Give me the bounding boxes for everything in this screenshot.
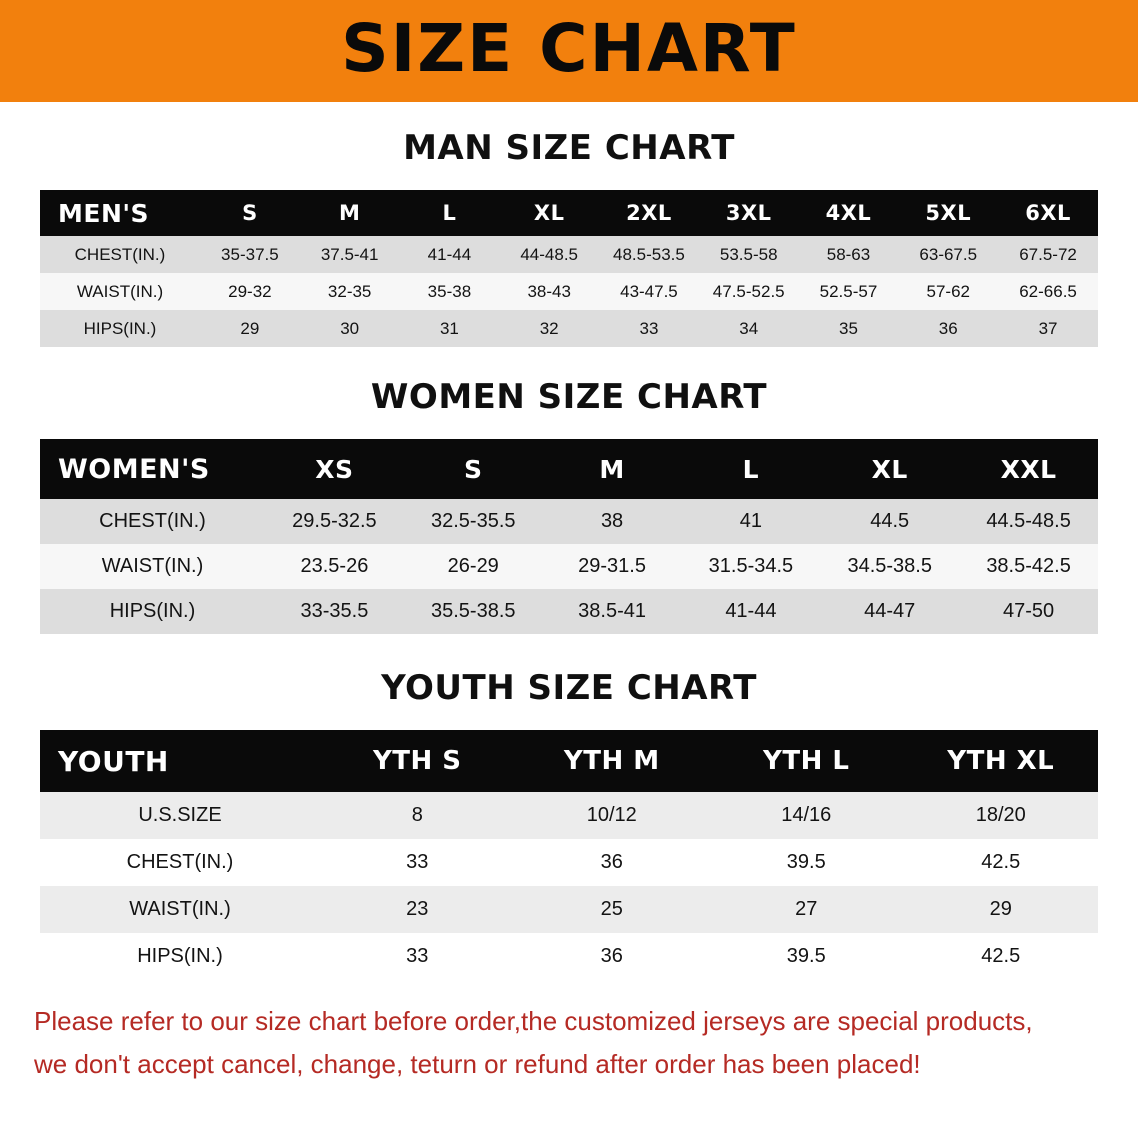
women-table-wrapper [40,439,1098,634]
women-cell-1-3: 31.5-34.5 [681,544,820,589]
youth-cell-1-3: 42.5 [904,839,1099,886]
man-cell-2-4: 33 [599,310,699,347]
man-table-wrapper [40,190,1098,347]
man-header-cell-3: L [400,190,500,236]
man-cell-2-8: 37 [998,310,1098,347]
table-header-row [40,190,1098,236]
man-cell-0-6: 58-63 [799,236,899,273]
man-size-table [40,190,1098,347]
youth-cell-3-1: 36 [515,933,710,980]
man-cell-0-4: 48.5-53.5 [599,236,699,273]
note-line-1: Please refer to our size chart before order,the customized jerseys are special products, [34,1006,1033,1036]
man-table-body [40,236,1098,347]
note-line-2: we don't accept cancel, change, teturn or refund after order has been placed! [34,1048,921,1079]
youth-cell-2-3: 29 [904,886,1099,933]
man-cell-2-7: 36 [898,310,998,347]
table-row [40,792,1098,839]
youth-table-body [40,792,1098,980]
man-header-cell-7: 4XL [799,190,899,236]
man-cell-0-3: 44-48.5 [499,236,599,273]
women-cell-2-4: 44-47 [820,589,959,634]
youth-cell-0-0: 8 [320,792,515,839]
youth-cell-3-2: 39.5 [709,933,904,980]
women-cell-2-0: 33-35.5 [265,589,404,634]
women-header-cell-5: XL [820,439,959,499]
man-header-cell-9: 6XL [998,190,1098,236]
youth-section-title: YOUTH SIZE CHART [381,668,757,708]
women-cell-2-1: 35.5-38.5 [404,589,543,634]
man-cell-0-5: 53.5-58 [699,236,799,273]
man-row-1-label: WAIST(IN.) [40,273,200,310]
page-title: SIZE CHART [341,10,797,87]
man-section-title: MAN SIZE CHART [403,128,735,168]
youth-row-1-label: CHEST(IN.) [40,839,320,886]
man-cell-2-5: 34 [699,310,799,347]
women-cell-0-0: 29.5-32.5 [265,499,404,544]
youth-header-cell-4: YTH XL [904,730,1099,792]
youth-cell-2-2: 27 [709,886,904,933]
women-cell-1-1: 26-29 [404,544,543,589]
youth-cell-1-1: 36 [515,839,710,886]
youth-cell-0-1: 10/12 [515,792,710,839]
table-row [40,589,1098,634]
man-cell-0-1: 37.5-41 [300,236,400,273]
man-cell-1-4: 43-47.5 [599,273,699,310]
women-table-head [40,439,1098,499]
man-header-cell-1: S [200,190,300,236]
man-header-cell-4: XL [499,190,599,236]
women-cell-0-3: 41 [681,499,820,544]
table-header-row [40,730,1098,792]
women-cell-1-2: 29-31.5 [543,544,682,589]
table-row [40,839,1098,886]
women-header-cell-4: L [681,439,820,499]
man-table-head [40,190,1098,236]
man-cell-0-0: 35-37.5 [200,236,300,273]
man-row-2-label: HIPS(IN.) [40,310,200,347]
women-cell-1-0: 23.5-26 [265,544,404,589]
man-header-cell-0: MEN'S [40,190,200,236]
youth-size-table [40,730,1098,980]
man-row-0-label: CHEST(IN.) [40,236,200,273]
youth-cell-1-2: 39.5 [709,839,904,886]
women-size-table [40,439,1098,634]
man-header-cell-2: M [300,190,400,236]
table-header-row [40,439,1098,499]
women-cell-0-1: 32.5-35.5 [404,499,543,544]
return-policy-note [34,1000,1104,1086]
man-cell-1-3: 38-43 [499,273,599,310]
man-cell-0-7: 63-67.5 [898,236,998,273]
youth-cell-2-0: 23 [320,886,515,933]
youth-cell-1-0: 33 [320,839,515,886]
youth-table-wrapper [40,730,1098,980]
man-cell-2-3: 32 [499,310,599,347]
man-cell-1-6: 52.5-57 [799,273,899,310]
youth-header-cell-1: YTH S [320,730,515,792]
women-header-cell-6: XXL [959,439,1098,499]
man-cell-2-6: 35 [799,310,899,347]
women-cell-0-2: 38 [543,499,682,544]
man-header-cell-6: 3XL [699,190,799,236]
man-cell-0-2: 41-44 [400,236,500,273]
table-row [40,886,1098,933]
youth-row-2-label: WAIST(IN.) [40,886,320,933]
man-cell-1-7: 57-62 [898,273,998,310]
women-cell-2-3: 41-44 [681,589,820,634]
women-table-body [40,499,1098,634]
youth-cell-0-3: 18/20 [904,792,1099,839]
women-row-2-label: HIPS(IN.) [40,589,265,634]
women-header-cell-0: WOMEN'S [40,439,265,499]
youth-cell-3-3: 42.5 [904,933,1099,980]
man-cell-2-1: 30 [300,310,400,347]
women-cell-0-4: 44.5 [820,499,959,544]
women-cell-0-5: 44.5-48.5 [959,499,1098,544]
man-header-cell-8: 5XL [898,190,998,236]
table-row [40,544,1098,589]
youth-table-head [40,730,1098,792]
youth-cell-0-2: 14/16 [709,792,904,839]
women-cell-1-5: 38.5-42.5 [959,544,1098,589]
youth-cell-3-0: 33 [320,933,515,980]
man-header-cell-5: 2XL [599,190,699,236]
women-row-0-label: CHEST(IN.) [40,499,265,544]
women-header-cell-1: XS [265,439,404,499]
youth-header-cell-0: YOUTH [40,730,320,792]
youth-header-cell-2: YTH M [515,730,710,792]
man-cell-2-2: 31 [400,310,500,347]
man-cell-1-1: 32-35 [300,273,400,310]
women-cell-2-2: 38.5-41 [543,589,682,634]
women-cell-1-4: 34.5-38.5 [820,544,959,589]
table-row [40,499,1098,544]
table-row [40,273,1098,310]
man-cell-2-0: 29 [200,310,300,347]
youth-row-0-label: U.S.SIZE [40,792,320,839]
table-row [40,933,1098,980]
women-header-cell-3: M [543,439,682,499]
man-cell-0-8: 67.5-72 [998,236,1098,273]
women-section-title: WOMEN SIZE CHART [370,377,768,417]
man-cell-1-0: 29-32 [200,273,300,310]
man-cell-1-5: 47.5-52.5 [699,273,799,310]
man-cell-1-2: 35-38 [400,273,500,310]
women-cell-2-5: 47-50 [959,589,1098,634]
table-row [40,236,1098,273]
youth-row-3-label: HIPS(IN.) [40,933,320,980]
size-chart-banner [0,0,1138,102]
table-row [40,310,1098,347]
women-header-cell-2: S [404,439,543,499]
youth-header-cell-3: YTH L [709,730,904,792]
man-cell-1-8: 62-66.5 [998,273,1098,310]
women-row-1-label: WAIST(IN.) [40,544,265,589]
youth-cell-2-1: 25 [515,886,710,933]
